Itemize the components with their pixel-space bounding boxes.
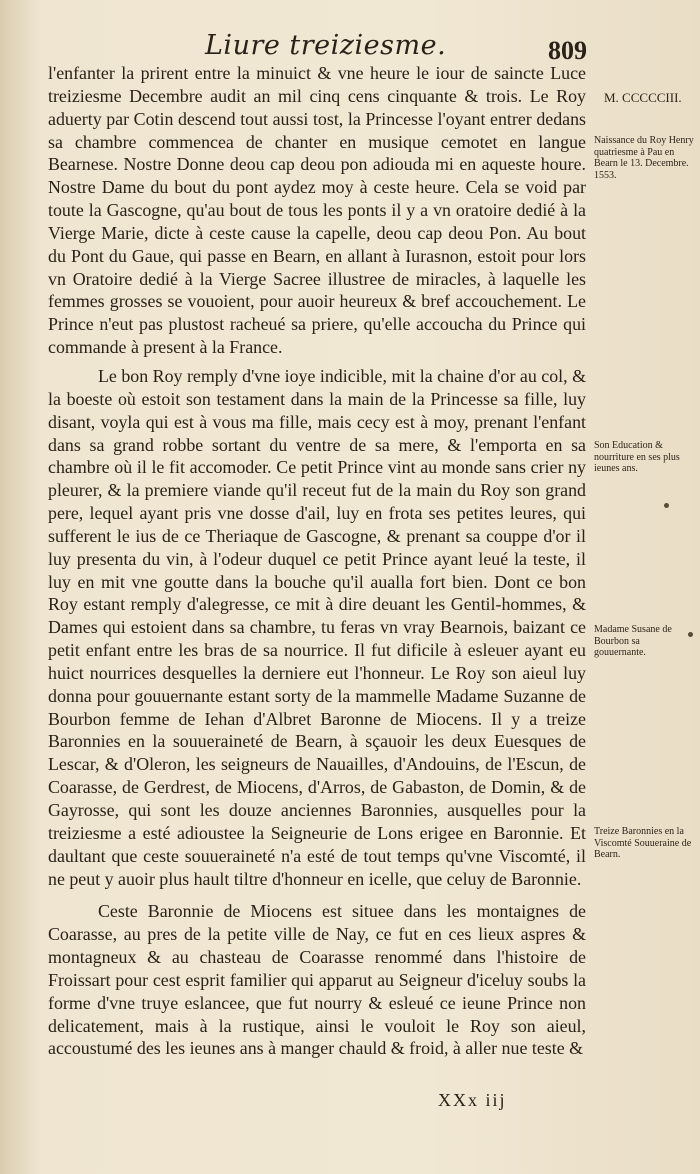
margin-year: M. CCCCCIII.: [604, 90, 682, 105]
paragraph-1: l'enfanter la prirent entre la minuict & vne heure le iour de saincte Luce treiziesme Decembre audit an mil cinq cens cinquante & trois. Le Roy aduerty par Cotin descend tout aussi tost, la Princesse l'oyant entrer dedans sa chambre commencea de chanter en musique cemotet en langue Bearnese. Nostre Donne deou cap deou pon adiouda mi en aqueste houre. Nostre Dame du bout du pont aydez moy à ceste heure. Cela se void par toute la Gascogne, qu'au bout de tous les ponts il y a vn oratoire dedié à la Vierge Marie, dicte à ceste cause la capelle, deou cap deou Pon. Au bout du Pont du Gaue, qui passe en Bearn, en allant à Iurasnon, estoit pour lors vn Oratoire dedié à la Vierge Sacree illustree de miracles, à laquelle les femmes grosses se vouoient, pour auoir heureux & bref accouchement. Le Prince n'eut pas plustost racheué sa priere, qu'elle accoucha du Prince qui commande à present à la France.: [48, 63, 586, 358]
margin-dot-icon: [688, 632, 693, 637]
running-title: Liure treiziesme.: [205, 30, 447, 61]
margin-note-birth: Naissance du Roy Henry quatriesme à Pau en Bearn le 13. Decembre. 1553.: [594, 135, 694, 181]
page-number: 809: [548, 36, 587, 65]
signature-mark: XXx iij: [438, 1090, 507, 1110]
main-text-column: [48, 62, 586, 1066]
paragraph-2: Le bon Roy remply d'vne ioye indicible, mit la chaine d'or au col, & la boeste où estoit son testament dans la main de la Princesse sa fille, luy disant, voyla qui est à vous ma fille, mais cecy est à moy, prenant l'enfant dans sa grand robbe sortant du ventre de sa mere, & l'emporta en sa chambre où il le fit accomoder. Ce petit Prince vint au monde sans crier ny pleurer, & la premiere viande qu'il receut fut de la main du Roy son grand pere, lequel ayant pris vne dosse d'ail, luy en frota ses petites leures, qui sufferent le ius de ce Theriaque de Gascogne, & prenant sa couppe d'or il luy presenta du vin, à l'odeur duquel ce petit Prince ayant leué la teste, il luy en mit vne goutte dans la bouche qu'il aualla fort bien. Dont ce bon Roy estant remply d'alegresse, ce mit à dire deuant les Gentil-hommes, & Dames qui estoient dans sa chambre, tu feras vn vray Bearnois, baizant ce petit enfant entre les bras de sa nourrice. Il fut dificile à esleuer ayant eu huict nourrices desquelles la derniere eut l'honneur. Le Roy son aieul luy donna pour gouuernante estant sorty de la mammelle Madame Suzanne de Bourbon femme de Iehan d'Albret Baronne de Miocens. Il y a treize Baronnies en la souueraineté de Bearn, à sçauoir les deux Euesques de Lescar, & d'Oleron, les seigneurs de Nauailles, d'Andouins, de l'Escun, de Coarasse, de Gerdrest, de Miocens, d'Arros, de Gabaston, de Domin, & de Gayrosse, qui sont les douze anciennes Baronnies, ausquelles pour la treiziesme a esté adioustee la Seigneurie de Lons erigee en Baronnie. Et daultant que ceste souueraineté n'a esté de tout temps qu'vne Viscomté, il ne peut y auoir plus hault tiltre d'honneur en icelle, que celuy de Baronnie.: [48, 365, 586, 889]
margin-note-education: Son Education & nourriture en ses plus ieunes ans.: [594, 440, 680, 474]
margin-note-governess: Madame Susane de Bourbon sa gouuernante.: [594, 624, 672, 658]
margin-dot-icon: [664, 503, 669, 508]
paragraph-3: Ceste Baronnie de Miocens est situee dans les montaignes de Coarasse, au pres de la petite ville de Nay, ce fut en ces lieux aspres & montagneux & au chasteau de Coarasse renommé dans l'histoire de Froissart pour cest esprit familier qui apparut au Seigneur d'iceluy soubs la forme d'vne truye eslancee, que fut nourry & esleué ce ieune Prince non delicatement, mais à la rustique, ainsi le vouloit le Roy son aieul, accoustumé des les ieunes ans à manger chauld & froid, à aller nue teste &: [48, 901, 586, 1059]
margin-note-baronies: Treize Baronnies en la Viscomté Souueraine de Bearn.: [594, 826, 692, 860]
